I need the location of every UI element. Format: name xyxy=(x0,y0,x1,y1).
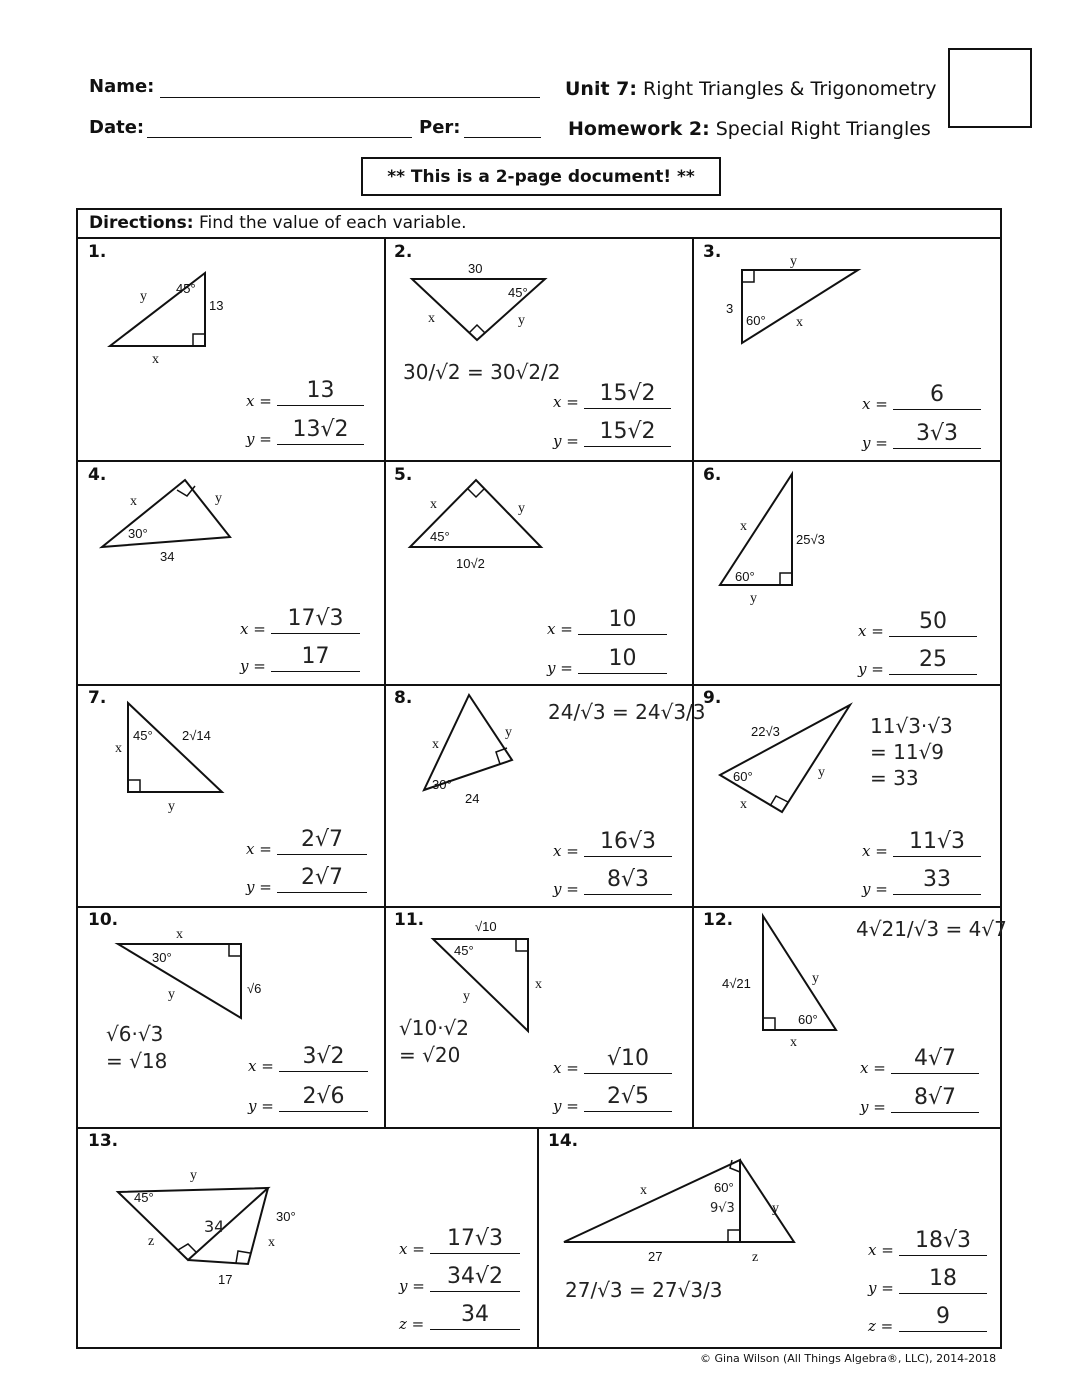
answer-x[interactable]: 17√3 xyxy=(430,1225,520,1254)
y-label: y = xyxy=(246,430,272,448)
copyright: © Gina Wilson (All Things Algebra®, LLC), 2014-2018 xyxy=(700,1352,997,1365)
angle-label: 30° xyxy=(432,777,452,792)
var-label: y xyxy=(168,987,175,1002)
var-label: x xyxy=(432,737,439,752)
side-label: 22√3 xyxy=(751,724,780,739)
var-label: x xyxy=(268,1235,275,1250)
var-label: y xyxy=(140,289,147,304)
problem-number: 1. xyxy=(88,242,107,262)
answer-y[interactable]: 2√5 xyxy=(584,1083,672,1112)
side-label: 30 xyxy=(468,261,483,276)
x-label: x = xyxy=(860,1059,886,1077)
work-note: = 33 xyxy=(870,766,919,790)
angle-label: 30° xyxy=(128,526,148,541)
x-label: x = xyxy=(553,842,579,860)
answer-y[interactable]: 34√2 xyxy=(430,1263,520,1292)
x-label: x = xyxy=(547,620,573,638)
x-label: x = xyxy=(862,842,888,860)
problem-number: 11. xyxy=(394,910,425,930)
answer-z[interactable]: 34 xyxy=(430,1301,520,1330)
answer-x[interactable]: 18√3 xyxy=(899,1227,987,1256)
problem-number: 14. xyxy=(548,1131,579,1151)
var-label: y xyxy=(168,799,175,814)
var-label: y xyxy=(818,765,825,780)
side-label: 34 xyxy=(160,549,175,564)
side-label: √10 xyxy=(475,919,497,934)
work-note: 27/√3 = 27√3/3 xyxy=(565,1278,723,1302)
work-note: √10·√2 xyxy=(399,1016,470,1040)
var-label: y xyxy=(790,254,797,269)
answer-y[interactable]: 8√3 xyxy=(584,866,672,895)
var-label: y xyxy=(772,1201,779,1216)
z-label: z = xyxy=(399,1315,425,1333)
var-label: x xyxy=(796,315,803,330)
var-label: x xyxy=(115,741,122,756)
y-label: y = xyxy=(868,1279,894,1297)
work-note: √6·√3 xyxy=(106,1022,164,1046)
unit-name: Right Triangles & Trigonometry xyxy=(643,78,937,100)
answer-y[interactable]: 2√6 xyxy=(279,1083,368,1112)
y-label: y = xyxy=(553,880,579,898)
side-label: √6 xyxy=(247,981,262,996)
angle-label: 60° xyxy=(798,1012,818,1027)
var-label: y xyxy=(190,1168,197,1183)
problem-number: 6. xyxy=(703,465,722,485)
homework-number: Homework 2: xyxy=(568,118,710,140)
answer-y[interactable]: 15√2 xyxy=(584,418,671,447)
directions-label: Directions: xyxy=(89,213,194,233)
y-label: y = xyxy=(399,1277,425,1295)
angle-label: 45° xyxy=(430,529,450,544)
angle-label: 60° xyxy=(714,1180,734,1195)
answer-y[interactable]: 3√3 xyxy=(893,420,981,449)
x-label: x = xyxy=(862,395,888,413)
var-label: y xyxy=(463,989,470,1004)
answer-x[interactable]: 50 xyxy=(889,608,977,637)
side-label: 24 xyxy=(465,791,480,806)
directions-text: Find the value of each variable. xyxy=(199,213,467,233)
work-note: = √18 xyxy=(106,1049,168,1073)
var-label: x xyxy=(130,494,137,509)
x-label: x = xyxy=(240,620,266,638)
answer-x[interactable]: 15√2 xyxy=(584,380,671,409)
answer-x[interactable]: 16√3 xyxy=(584,828,672,857)
problem-number: 9. xyxy=(703,688,722,708)
answer-z[interactable]: 9 xyxy=(899,1303,987,1332)
problem-number: 5. xyxy=(394,465,413,485)
x-label: x = xyxy=(553,1059,579,1077)
var-label: x xyxy=(176,927,183,942)
handwritten-side: 34 xyxy=(204,1217,225,1236)
angle-label: 45° xyxy=(133,728,153,743)
unit-number: Unit 7: xyxy=(565,78,637,100)
side-label: 17 xyxy=(218,1272,233,1287)
answer-x[interactable]: 6 xyxy=(893,381,981,410)
answer-y[interactable]: 25 xyxy=(889,646,977,675)
var-label: x xyxy=(740,519,747,534)
var-label: x xyxy=(152,352,159,367)
angle-label: 30° xyxy=(152,950,172,965)
y-label: y = xyxy=(553,1097,579,1115)
homework-name: Special Right Triangles xyxy=(715,118,931,140)
problem-number: 13. xyxy=(88,1131,119,1151)
var-label: x xyxy=(640,1183,647,1198)
x-label: x = xyxy=(868,1241,894,1259)
x-label: x = xyxy=(399,1240,425,1258)
z-label: z = xyxy=(868,1317,894,1335)
side-label: 4√21 xyxy=(722,976,751,991)
name-label: Name: xyxy=(89,76,155,97)
answer-x[interactable]: 11√3 xyxy=(893,828,981,857)
work-note: 11√3·√3 xyxy=(870,714,953,738)
problem-number: 10. xyxy=(88,910,119,930)
problem-number: 12. xyxy=(703,910,734,930)
answer-x[interactable]: √10 xyxy=(584,1045,672,1074)
date-label: Date: xyxy=(89,117,145,138)
side-label: 3 xyxy=(726,301,734,316)
angle-label: 45° xyxy=(508,285,528,300)
var-label: z xyxy=(148,1234,155,1249)
problem-number: 4. xyxy=(88,465,107,485)
side-label: 13 xyxy=(209,298,224,313)
y-label: y = xyxy=(547,659,573,677)
var-label: x xyxy=(535,977,542,992)
var-label: y xyxy=(518,313,525,328)
var-label: x xyxy=(740,797,747,812)
side-label: 25√3 xyxy=(796,532,825,547)
work-note: = √20 xyxy=(399,1043,461,1067)
x-label: x = xyxy=(553,393,579,411)
answer-y[interactable]: 2√7 xyxy=(277,864,367,893)
y-label: y = xyxy=(858,660,884,678)
var-label: x xyxy=(430,497,437,512)
answer-x[interactable]: 17√3 xyxy=(271,605,360,634)
answer-y[interactable]: 10 xyxy=(578,645,667,674)
two-page-note: ** This is a 2-page document! ** xyxy=(361,157,721,196)
var-label: z xyxy=(752,1250,759,1265)
work-note: 30/√2 = 30√2/2 xyxy=(403,360,561,384)
work-note: 24/√3 = 24√3/3 xyxy=(548,700,706,724)
answer-y[interactable]: 17 xyxy=(271,643,360,672)
angle-label: 45° xyxy=(176,281,196,296)
work-note: 4√21/√3 = 4√7 xyxy=(856,917,1007,941)
angle-label: 45° xyxy=(454,943,474,958)
y-label: y = xyxy=(553,432,579,450)
answer-x[interactable]: 13 xyxy=(277,377,364,406)
var-label: y xyxy=(215,491,222,506)
problem-number: 3. xyxy=(703,242,722,262)
y-label: y = xyxy=(246,878,272,896)
answer-x[interactable]: 10 xyxy=(578,606,667,635)
problem-number: 2. xyxy=(394,242,413,262)
y-label: y = xyxy=(862,880,888,898)
x-label: x = xyxy=(248,1057,274,1075)
answer-y[interactable]: 13√2 xyxy=(277,416,364,445)
side-label: 27 xyxy=(648,1249,663,1264)
problem-number: 8. xyxy=(394,688,413,708)
angle-label: 60° xyxy=(735,569,755,584)
side-label: 2√14 xyxy=(182,728,211,743)
answer-x[interactable]: 3√2 xyxy=(279,1043,368,1072)
answer-y[interactable]: 33 xyxy=(893,866,981,895)
y-label: y = xyxy=(240,657,266,675)
var-label: y xyxy=(812,971,819,986)
angle-label: 60° xyxy=(746,313,766,328)
var-label: y xyxy=(518,501,525,516)
problem-number: 7. xyxy=(88,688,107,708)
x-label: x = xyxy=(858,622,884,640)
work-note: = 11√9 xyxy=(870,740,945,764)
y-label: y = xyxy=(860,1098,886,1116)
angle-label: 45° xyxy=(134,1190,154,1205)
answer-y[interactable]: 8√7 xyxy=(891,1084,979,1113)
answer-y[interactable]: 18 xyxy=(899,1265,987,1294)
var-label: y xyxy=(505,725,512,740)
y-label: y = xyxy=(862,434,888,452)
var-label: y xyxy=(750,591,757,606)
answer-x[interactable]: 4√7 xyxy=(891,1045,979,1074)
side-label: 10√2 xyxy=(456,556,485,571)
x-label: x = xyxy=(246,840,272,858)
var-label: x xyxy=(790,1035,797,1050)
answer-x[interactable]: 2√7 xyxy=(277,826,367,855)
x-label: x = xyxy=(246,392,272,410)
angle-label: 30° xyxy=(276,1209,296,1224)
var-label: x xyxy=(428,311,435,326)
y-label: y = xyxy=(248,1097,274,1115)
angle-label: 60° xyxy=(733,769,753,784)
per-label: Per: xyxy=(419,117,461,138)
handwritten-side: 9√3 xyxy=(710,1201,735,1216)
